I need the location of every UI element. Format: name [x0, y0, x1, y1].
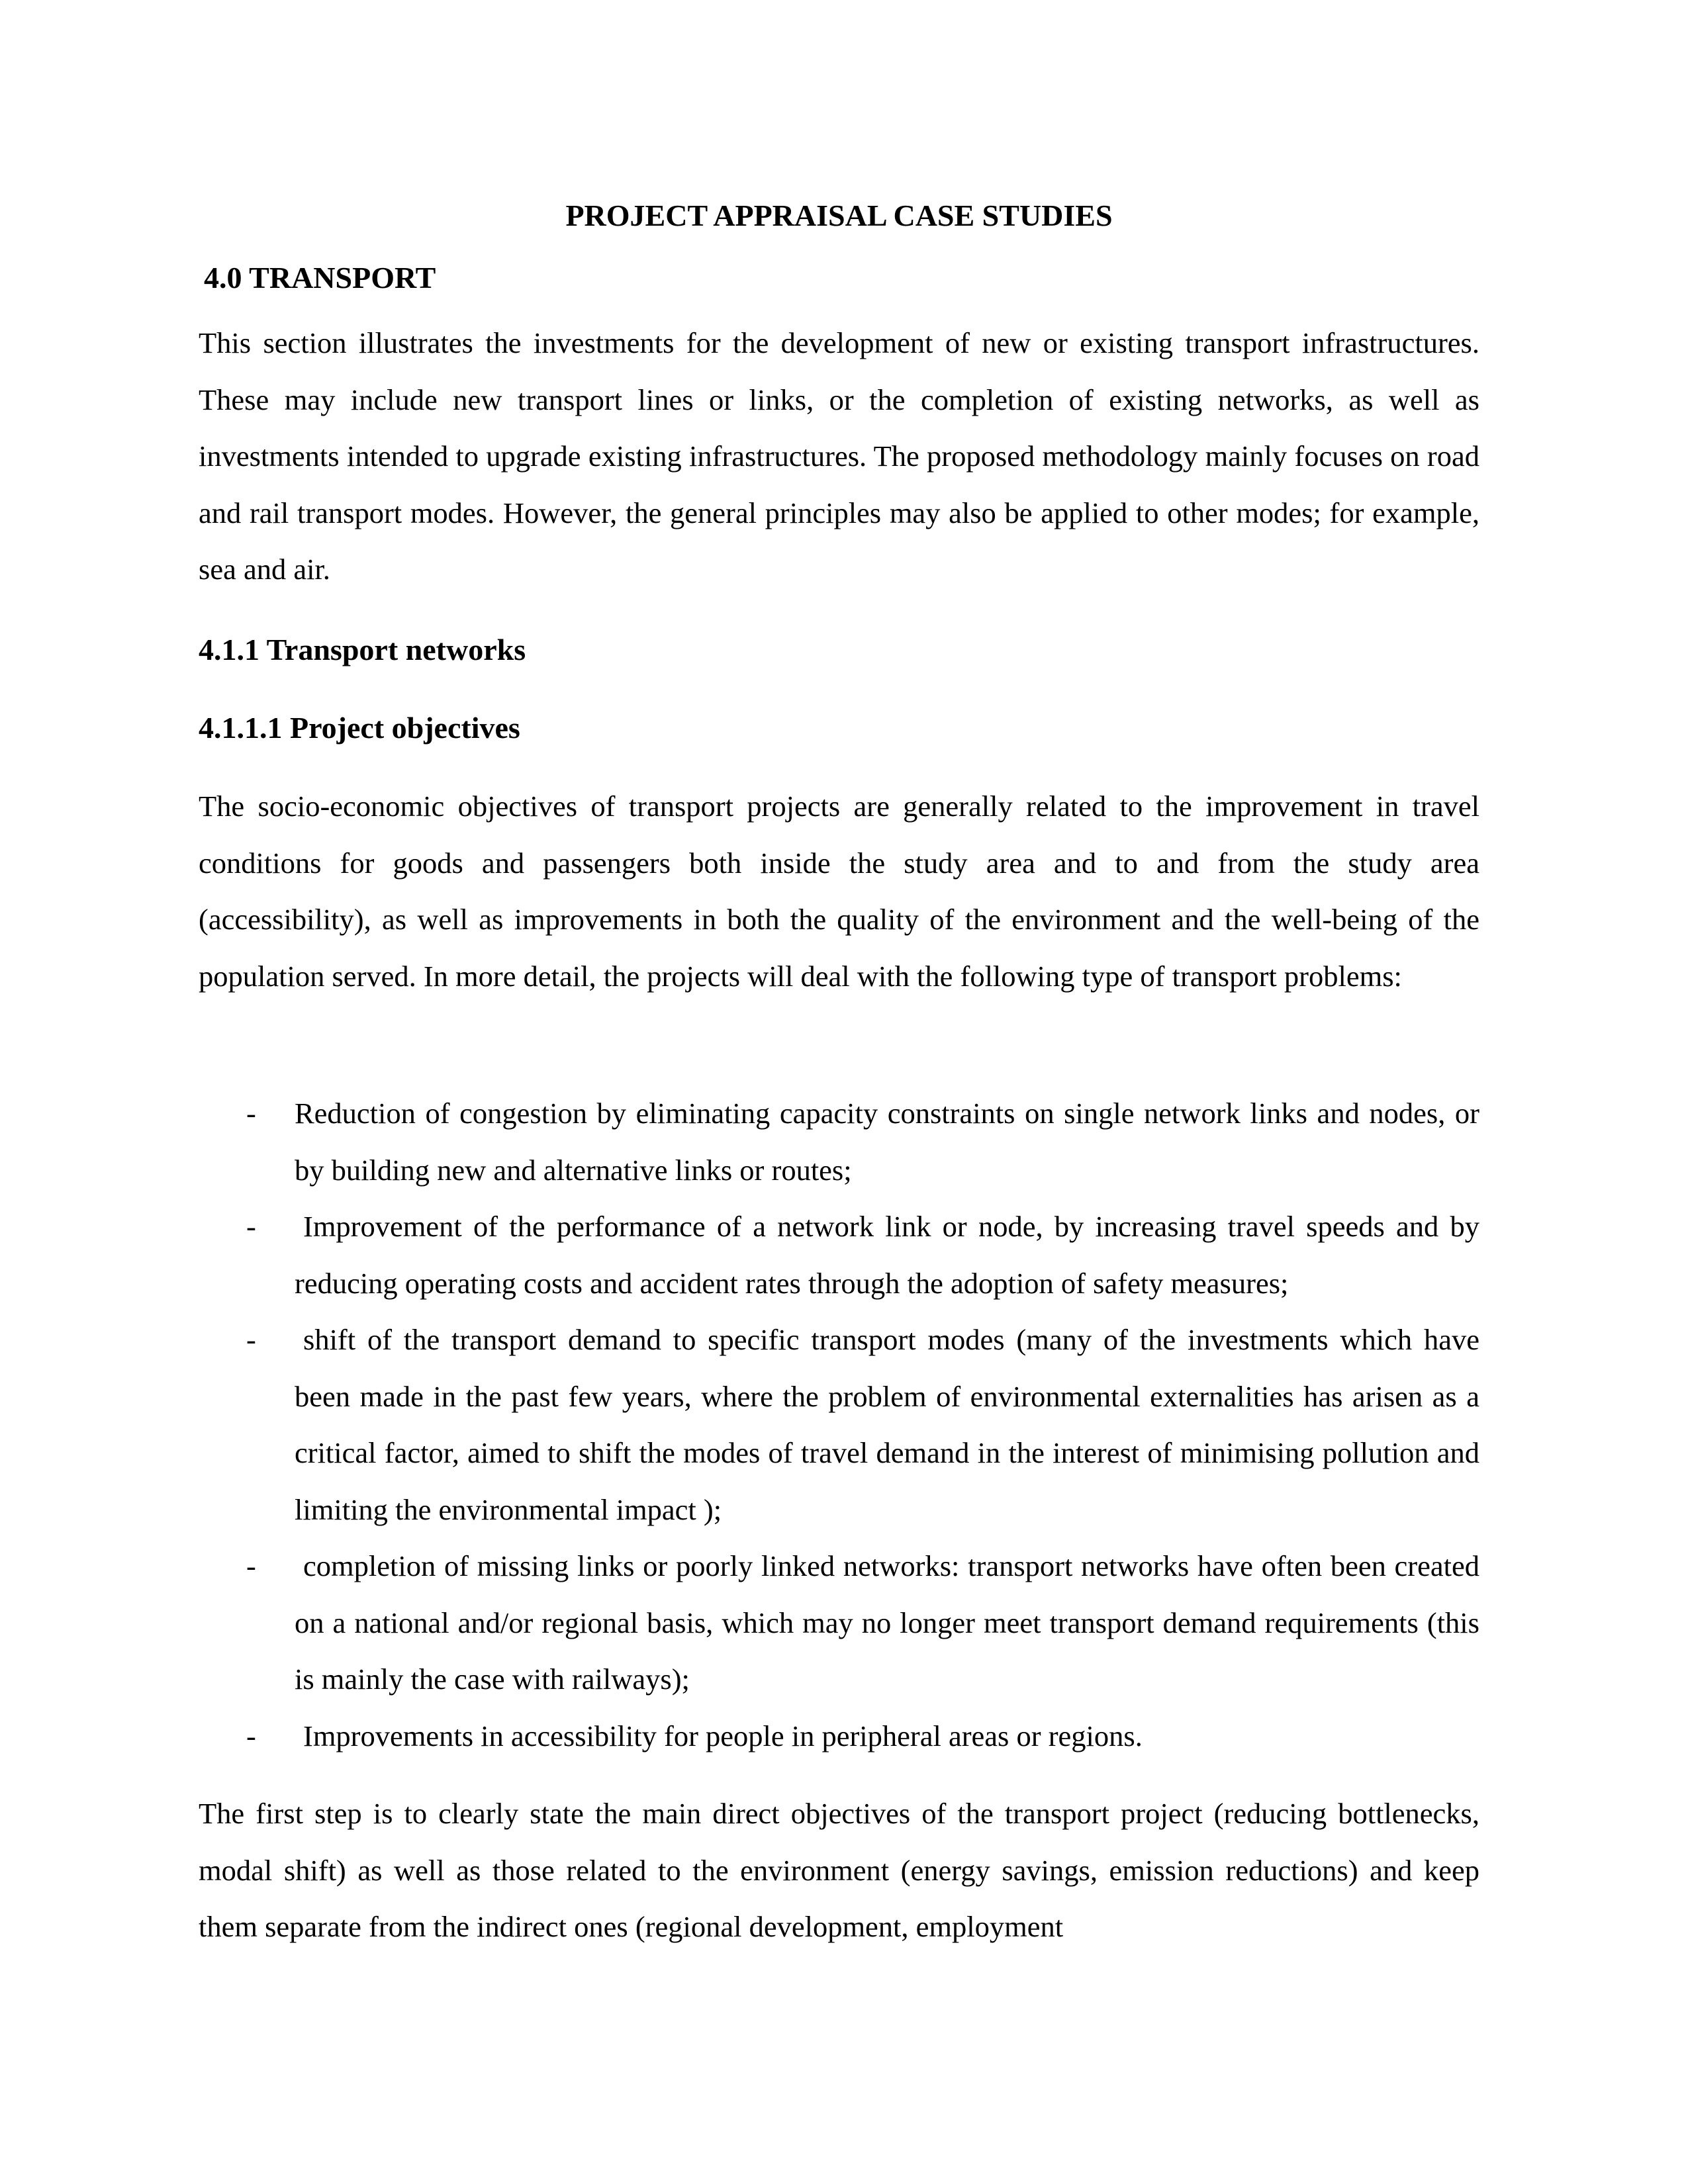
subsubsection-heading: 4.1.1.1 Project objectives	[199, 711, 520, 745]
document-title: PROJECT APPRAISAL CASE STUDIES	[565, 199, 1113, 232]
first-step-paragraph: The first step is to clearly state the main direct objectives of the transport project (reducing bottlenecks, modal shift) as well as those related to the environment (energy savings, emission reductions) and keep them separate from the indirect ones (regional development, employment	[199, 1797, 1479, 1943]
list-item	[199, 1085, 1479, 1199]
bullet-dash-icon: -	[246, 1097, 256, 1130]
bullet-dash-icon: -	[246, 1323, 256, 1356]
subsection-heading: 4.1.1 Transport networks	[199, 633, 526, 666]
list-item	[199, 1538, 1479, 1708]
bullet-dash-icon: -	[246, 1549, 256, 1582]
transport-problems-list	[199, 1085, 1479, 1764]
list-item	[199, 1199, 1479, 1312]
bullet-dash-icon: -	[246, 1210, 256, 1243]
objectives-paragraph: The socio-economic objectives of transport projects are generally related to the improvement in travel conditions for goods and passengers both inside the study area and to and from the study area (accessibility), as well as improvements in both the quality of the environment and the well-being of the population served. In more detail, the projects will deal with the following type of transport problems:	[199, 790, 1479, 993]
bullet-dash-icon: -	[246, 1719, 256, 1752]
list-item-text: Reduction of congestion by eliminating capacity constraints on single network links and nodes, or by building new and alternative links or routes;	[295, 1097, 1479, 1187]
list-item-text: Improvements in accessibility for people in peripheral areas or regions.	[303, 1719, 1143, 1752]
list-item-text: Improvement of the performance of a network link or node, by increasing travel speeds and by reducing operating costs and accident rates through the adoption of safety measures;	[295, 1210, 1479, 1300]
section-heading: 4.0 TRANSPORT	[204, 261, 436, 295]
intro-paragraph: This section illustrates the investments for the development of new or existing transport infrastructures. These may include new transport lines or links, or the completion of existing networks, as well as investments intended to upgrade existing infrastructures. The proposed methodology mainly focuses on road and rail transport modes. However, the general principles may also be applied to other modes; for example, sea and air.	[199, 326, 1479, 586]
list-item-text: completion of missing links or poorly linked networks: transport networks have often been created on a national and/or regional basis, which may no longer meet transport demand requirements (this is mainly the case with railways);	[295, 1549, 1479, 1696]
list-item	[199, 1708, 1479, 1765]
list-item-text: shift of the transport demand to specific transport modes (many of the investments which have been made in the past few years, where the problem of environmental externalities has arisen as a critical factor, aimed to shift the modes of travel demand in the interest of minimising pollution and limiting the environmental impact );	[295, 1323, 1479, 1526]
list-item	[199, 1312, 1479, 1538]
